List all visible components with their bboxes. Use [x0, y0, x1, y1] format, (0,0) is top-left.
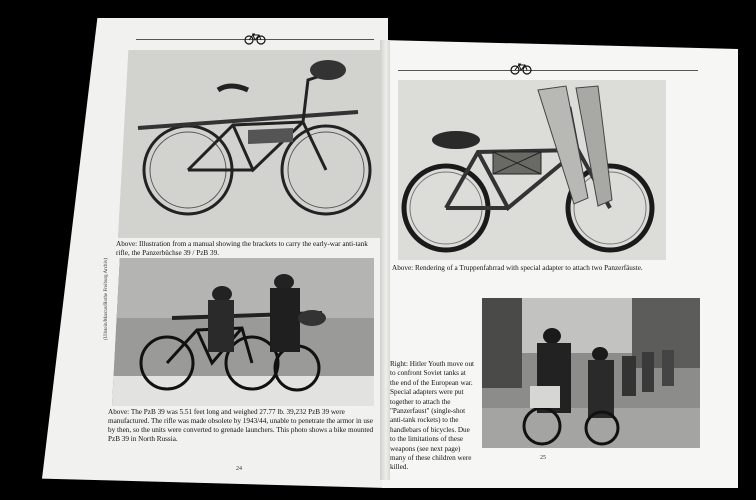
right-page-number: 25 [540, 455, 546, 461]
book-gutter [380, 40, 390, 480]
bicycle-manual-illustration [118, 50, 380, 238]
photo-credit: (Ullstein/Marcus/Rothe Freiburg Archiv) [104, 257, 109, 340]
truppenfahrrad-rendering [398, 80, 666, 260]
left-caption-top: Above: Illustration from a manual showing the brackets to carry the early-war anti-tank rifle, the Panzerbüchse 39 / PzB 39. [116, 240, 368, 257]
left-page-number: 24 [236, 466, 242, 472]
hitler-youth-text: Right: Hitler Youth move out to confront Soviet tanks at the end of the European war. Special adapters were put together to attach the "Panzerfaust" (single-shot anti-tank rockets) to the handlebars of bicycles. Due to the limitations of these weapons (see next page) many of these children were killed. [390, 360, 475, 472]
bicycle-icon [510, 62, 532, 77]
right-caption-top: Above: Rendering of a Truppenfahrrad with special adapter to attach two Panzerfäuste. [392, 264, 643, 272]
right-header-rule [398, 70, 698, 71]
hitler-youth-bicycle-photo [482, 298, 700, 448]
pzb39-bike-photo [112, 258, 374, 406]
bicycle-icon [244, 32, 266, 47]
left-caption-bottom: Above: The PzB 39 was 5.51 feet long and weighed 27.77 lb. 39,232 PzB 39 were manufactured. The rifle was made obsolete by 1943/44, unable to penetrate the armor in use by then, so the units were converted to grenade launchers. This photo shows a bike mounted PzB 39 in North Russia. [108, 408, 374, 443]
